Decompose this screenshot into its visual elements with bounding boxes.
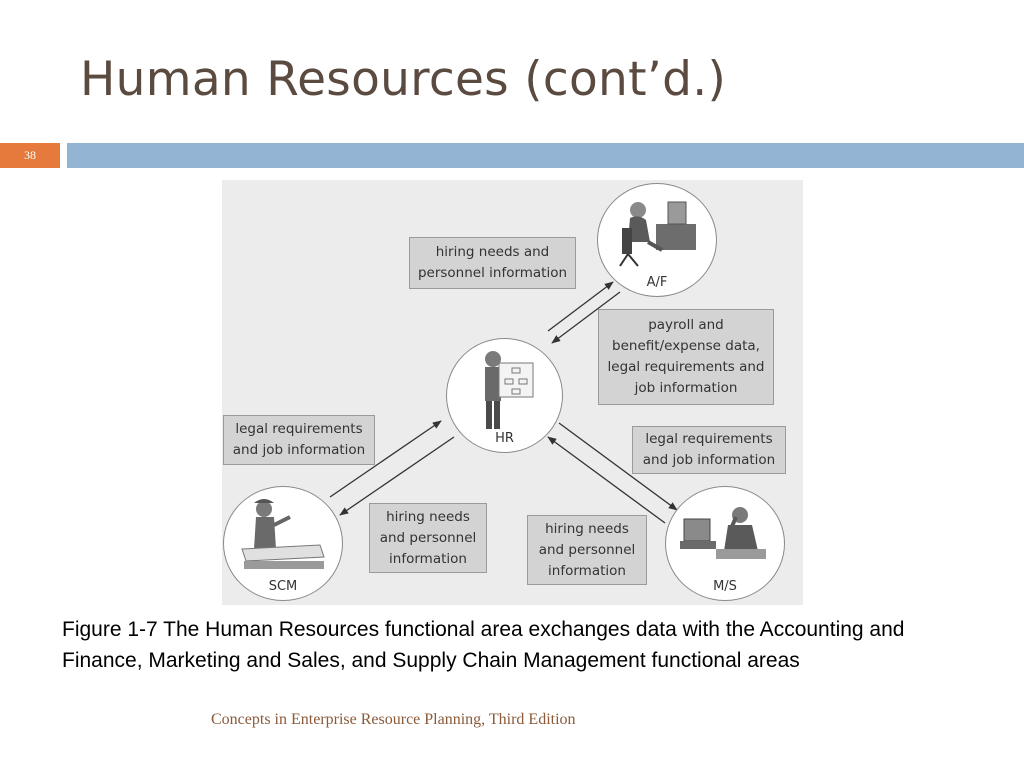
- label-box-hr-to-ms: [632, 426, 786, 474]
- node-label-af: A/F: [646, 275, 668, 290]
- hr-data-flow-figure: [222, 180, 803, 605]
- node-label-hr: HR: [495, 431, 514, 446]
- label-box-af-to-hr: [598, 309, 774, 405]
- box-line: benefit/expense data,: [612, 338, 760, 354]
- figure-caption: Figure 1-7 The Human Resources functional area exchanges data with the Accounting and Finance, Marketing and Sales, and Supply Chain Management functional areas: [62, 618, 905, 672]
- box-line: information: [548, 562, 626, 579]
- node-ms: [665, 486, 785, 601]
- box-line: legal requirements: [645, 431, 773, 447]
- box-line: and job information: [642, 452, 776, 468]
- box-line: legal requirements: [235, 421, 363, 437]
- box-line: information: [389, 550, 467, 567]
- box-line: hiring needs: [386, 508, 470, 525]
- label-box-hr-to-scm: [369, 503, 487, 573]
- box-line: job information: [634, 380, 738, 396]
- node-label-ms: M/S: [713, 579, 737, 594]
- box-line: payroll and: [648, 317, 724, 333]
- title-bar: [67, 143, 1024, 168]
- label-box-hr-to-af: [409, 237, 576, 289]
- label-box-scm-to-hr: [223, 415, 375, 465]
- node-hr: [446, 338, 563, 453]
- slide-number: 38: [0, 143, 60, 168]
- box-line: and job information: [232, 442, 366, 458]
- label-box-ms-to-hr: [527, 515, 647, 585]
- box-line: legal requirements and: [607, 359, 765, 375]
- slide-title: Human Resources (cont’d.): [80, 52, 727, 107]
- node-scm: [223, 486, 343, 601]
- footer-text: Concepts in Enterprise Resource Planning, Third Edition: [211, 711, 576, 728]
- node-label-scm: SCM: [268, 579, 298, 594]
- node-af: [597, 183, 717, 297]
- box-line: and personnel: [538, 541, 636, 558]
- box-line: hiring needs and: [435, 244, 550, 260]
- box-line: personnel information: [417, 265, 568, 281]
- box-line: hiring needs: [545, 520, 629, 537]
- box-line: and personnel: [379, 529, 477, 546]
